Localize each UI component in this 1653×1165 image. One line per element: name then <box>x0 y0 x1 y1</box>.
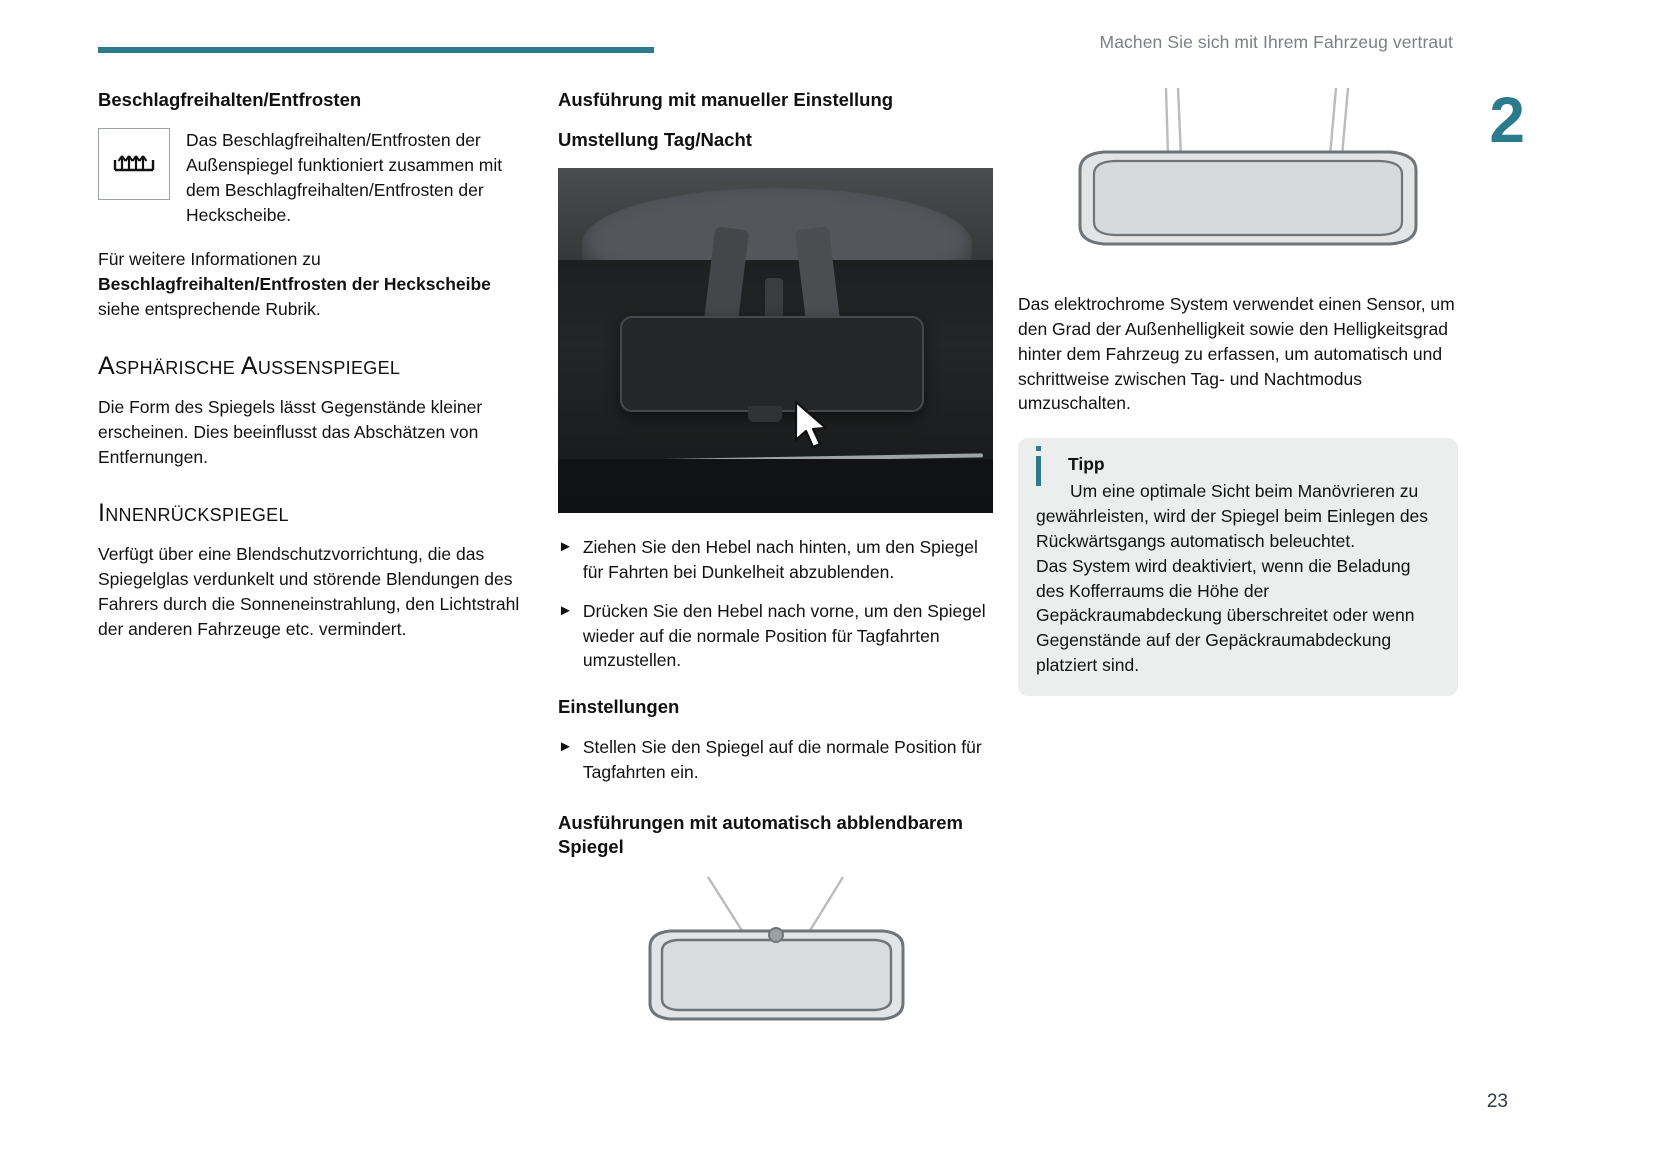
list-item <box>558 599 993 674</box>
list-item <box>558 735 993 785</box>
heading-interior-mirror: Innenrückspiegel <box>98 499 289 528</box>
page-number: 23 <box>1486 1091 1508 1112</box>
bullet-arrow-icon: ► <box>558 538 573 556</box>
column-right <box>1018 88 1458 696</box>
auto-dimming-mirror-drawing <box>558 875 993 1045</box>
more-info-suffix: siehe entsprechende Rubrik. <box>98 299 321 320</box>
heading-manual-version: Ausführung mit manueller Einstellung <box>558 89 894 110</box>
info-icon <box>1036 456 1041 486</box>
header-accent-rule <box>98 47 654 53</box>
tip-paragraph-1: Um eine optimale Sicht beim Manövrieren zu gewährleisten, wird der Spiegel beim Einlegen des Rückwärtsgangs automatisch beleuchtet. <box>1036 481 1429 551</box>
aspheric-paragraph: Die Form des Spiegels lässt Gegenstände kleiner erscheinen. Dies beeinflusst das Abschätzen von Entfernungen. <box>98 396 483 467</box>
more-info-bold: Beschlagfreihalten/Entfrosten der Heckscheibe <box>98 274 491 295</box>
electrochromic-mirror-drawing <box>1018 88 1458 278</box>
column-middle <box>558 88 993 1045</box>
chapter-number: 2 <box>1489 84 1525 156</box>
tip-box <box>1018 438 1458 696</box>
more-info-prefix: Für weitere Informationen zu <box>98 249 321 270</box>
photo-mirror-lever <box>748 406 782 422</box>
heading-defrost: Beschlagfreihalten/Entfrosten <box>98 89 362 110</box>
bullet-arrow-icon: ► <box>558 601 573 619</box>
tip-paragraph-2: Das System wird deaktiviert, wenn die Beladung des Kofferraums die Höhe der Gepäckraumabdeckung überschreitet oder wenn Gegenstände auf der Gepäckraumabdeckung platziert sind. <box>1036 555 1415 676</box>
bullet-text: Drücken Sie den Hebel nach vorne, um den Spiegel wieder auf die normale Position für Tagfahrten umzustellen. <box>582 600 986 671</box>
photo-hood <box>558 459 993 513</box>
column-left <box>98 88 533 658</box>
defrost-icon-paragraph: Das Beschlagfreihalten/Entfrosten der Außenspiegel funktioniert zusammen mit dem Beschlagfreihalten/Entfrosten der Heckscheibe. <box>186 130 503 225</box>
rear-window-defrost-icon <box>98 128 170 200</box>
interior-mirror-photo <box>558 168 993 513</box>
bullet-text: Stellen Sie den Spiegel auf die normale Position für Tagfahrten ein. <box>582 737 982 783</box>
heading-settings: Einstellungen <box>558 696 680 718</box>
tip-title: Tipp <box>1068 454 1105 475</box>
bullet-arrow-icon: ► <box>558 738 573 756</box>
heading-day-night: Umstellung Tag/Nacht <box>558 129 752 151</box>
defrost-icon-block <box>98 128 533 227</box>
more-info-paragraph <box>98 247 533 322</box>
heading-auto-dimming: Ausführungen mit automatisch abblendbarem Spiegel <box>558 812 963 858</box>
interior-mirror-paragraph: Verfügt über eine Blendschutzvorrichtung, die das Spiegelglas verdunkelt und störende Blendungen des Fahrers durch die Sonneneinstrahlung, den Lichtstrahl der anderen Fahrzeuge etc. vermindert. <box>98 544 520 640</box>
electrochromic-paragraph: Das elektrochrome System verwendet einen Sensor, um den Grad der Außenhelligkeit sowie den Helligkeitsgrad hinter dem Fahrzeug zu erfassen, um automatisch und schrittweise zwischen Tag- und Nachtmodus umzuschalten. <box>1018 294 1455 414</box>
photo-mirror-body <box>620 316 924 412</box>
list-item <box>558 535 993 585</box>
heading-aspheric-mirrors: Asphärische Außenspiegel <box>98 351 401 380</box>
bullet-text: Ziehen Sie den Hebel nach hinten, um den Spiegel für Fahrten bei Dunkelheit abzublenden. <box>582 537 978 582</box>
running-header-title: Machen Sie sich mit Ihrem Fahrzeug vertraut <box>1099 32 1453 52</box>
